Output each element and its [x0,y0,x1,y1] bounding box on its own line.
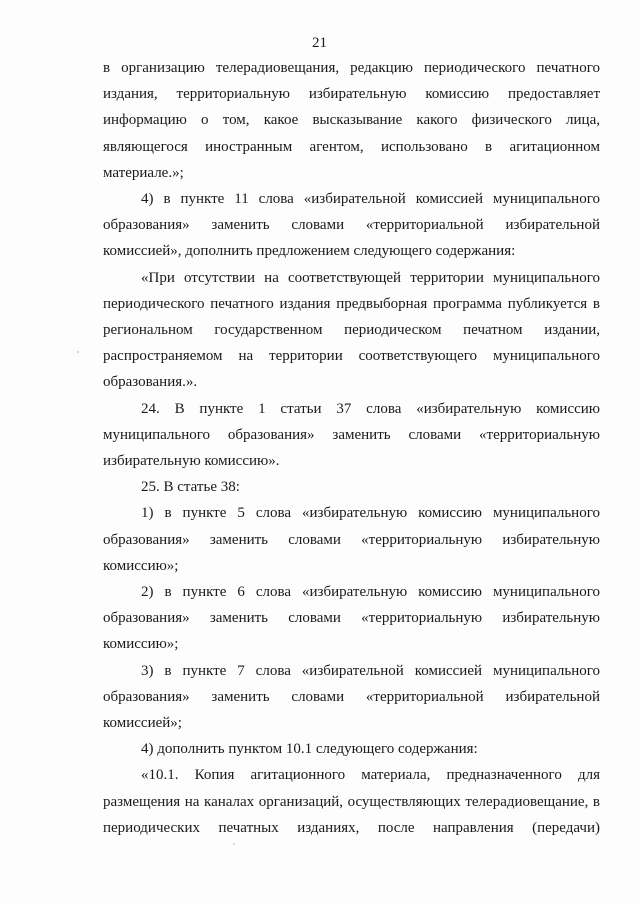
paragraph: 4) дополнить пунктом 10.1 следующего содержания: [141,741,478,758]
paragraph: 25. В статье 38: [141,479,240,496]
paragraph: 1) в пункте 5 слова «избирательную комиссию муниципального образования» заменить словами «территориальную избирательную комиссию»; [103,505,600,574]
paragraph: «10.1. Копия агитационного материала, предназначенного для размещения на каналах организаций, осуществляющих телерадиовещание, в периодических печатных изданиях, после направления (передачи) [103,767,600,836]
paragraph: 4) в пункте 11 слова «избирательной комиссией муниципального образования» заменить словами «территориальной избирательной комиссией», дополнить предложением следующего содержания: [103,191,600,260]
document-body [103,55,600,841]
paragraph: «При отсутствии на соответствующей территории муниципального периодического печатного издания предвыборная программа публикуется в региональном государственном периодическом печатном издании, распространяемом на территории соответствующего муниципального образования.». [103,269,600,391]
page-number: 21 [312,35,327,51]
scan-speck [77,351,79,353]
paragraph: 24. В пункте 1 статьи 37 слова «избирательную комиссию муниципального образования» заменить словами «территориальную избирательную комиссию». [103,400,600,470]
scan-speck [233,843,235,845]
paragraph: 2) в пункте 6 слова «избирательную комиссию муниципального образования» заменить словами «территориальную избирательную комиссию»; [103,584,600,653]
paragraph: 3) в пункте 7 слова «избирательной комиссией муниципального образования» заменить словами «территориальной избирательной комиссией»; [103,662,600,732]
paragraph: в организацию телерадиовещания, редакцию периодического печатного издания, территориальную избирательную комиссию предоставляет информацию о том, какое высказывание какого физического лица, являющегося иностранным агентом, использовано в агитационном материале.»; [103,60,600,181]
